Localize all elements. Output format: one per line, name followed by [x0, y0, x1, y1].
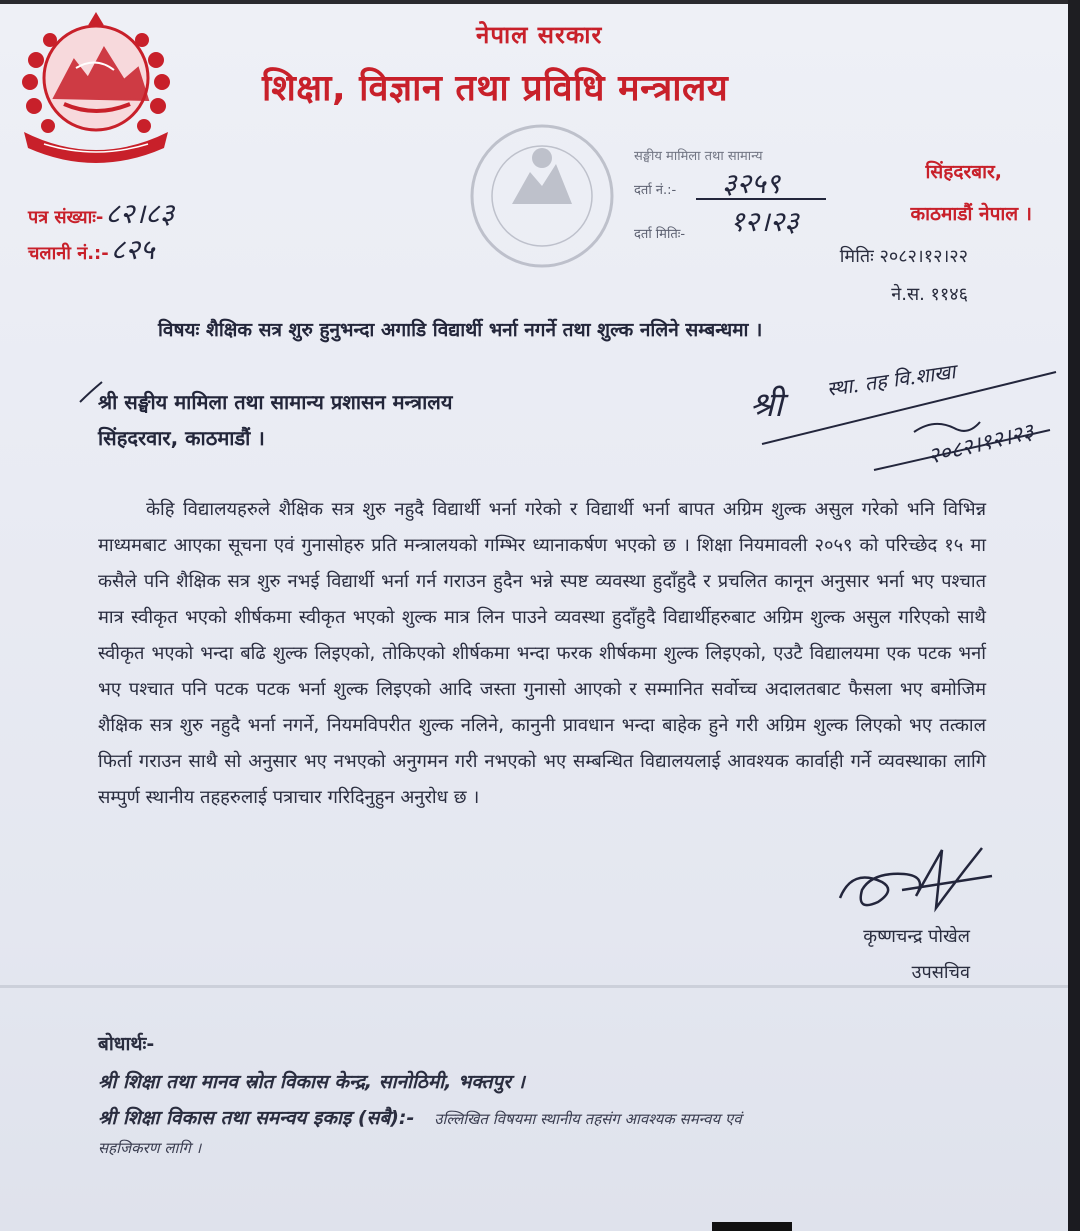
letter-number-label: पत्र संख्याः-	[28, 207, 104, 228]
government-name: नेपाल सरकार	[476, 21, 603, 49]
letter-number-value: ८२।८३	[105, 197, 175, 230]
cc-line-2-recipient: श्री शिक्षा विकास तथा समन्वय इकाइ (सबै):-	[98, 1107, 415, 1129]
cc-line-1: श्री शिक्षा तथा मानव स्रोत विकास केन्द्र, सानोठिमी, भक्तपुर ।	[98, 1071, 525, 1093]
darta-number-value: ३२५९	[722, 167, 781, 200]
handwritten-tick-icon	[76, 380, 106, 420]
nepal-sambat-date: ने.स. ११४६	[891, 284, 968, 305]
recipient-line-2: सिंहदरवार, काठमाडौं ।	[98, 426, 265, 450]
darta-date-label: दर्ता मितिः-	[634, 227, 686, 242]
top-edge	[0, 0, 1068, 4]
handwritten-note-line-1: श्री	[750, 385, 783, 425]
darta-date-value: १२।२३	[730, 205, 799, 238]
subject-line: विषयः शैक्षिक सत्र शुरु हुनुभन्दा अगाडि विद्यार्थी भर्ना नगर्ने तथा शुल्क नलिने सम्बन्धमा ।	[158, 319, 763, 341]
recipient-line-1: श्री सङ्घीय मामिला तथा सामान्य प्रशासन मन्त्रालय	[98, 390, 453, 414]
photo-edge-shadow	[1068, 240, 1080, 1231]
nepal-emblem-icon	[14, 8, 178, 168]
cc-line-2-note: उल्लिखित विषयमा स्थानीय तहसंग आवश्यक समन्वय एवं	[434, 1110, 742, 1128]
handwritten-note-line-2: स्था. तह वि.शाखा	[825, 359, 957, 401]
handwritten-note	[744, 338, 1064, 488]
office-stamp-icon	[446, 108, 630, 284]
address-line-2: काठमाडौं नेपाल ।	[910, 203, 1032, 225]
cc-heading: बोधार्थः-	[98, 1033, 155, 1055]
paper-fold	[0, 985, 1068, 988]
letter-date: मितिः २०८२।१२।२२	[839, 246, 968, 267]
letter-body: केहि विद्यालयहरुले शैक्षिक सत्र शुरु नहुदै विद्यार्थी भर्ना गरेको र विद्यार्थी भर्ना बापत अग्रिम शुल्क असुल गरेको भनि विभिन्न माध्यमबाट आएका सूचना एवं गुनासोहरु प्रति मन्त्रालयको गम्भिर ध्यानाकर्षण भएको छ । शिक्षा नियमावली २०५९ को परिच्छेद १५ मा कसैले पनि शैक्षिक सत्र शुरु नभई विद्यार्थी भर्ना गर्न गराउन हुदैन भन्ने स्पष्ट व्यवस्था हुदाँहुदै र प्रचलित कानून अनुसार भर्ना भए पश्चात मात्र स्वीकृत भएको शीर्षकमा स्वीकृत भएको शुल्क मात्र लिन पाउने व्यवस्था हुदाँहुदै विद्यार्थीहरुबाट अग्रिम शुल्क असुल गरिएको साथै स्वीकृत भएको भन्दा बढि शुल्क लिइएको, तोकिएको शीर्षकमा भन्दा फरक शीर्षकमा शुल्क लिइएको, एउटै विद्यालयमा एक पटक भर्ना भए पश्चात पनि पटक पटक भर्ना शुल्क लिइएको आदि जस्ता गुनासो आएको र सम्मानित सर्वोच्च अदालतबाट फैसला भए बमोजिम शैक्षिक सत्र शुरु नहुदै भर्ना नगर्ने, नियमविपरीत शुल्क नलिने, कानुनी प्रावधान भन्दा बाहेक हुने गरी अग्रिम शुल्क लिएको भए तत्काल फिर्ता गराउन साथै सो अनुसार भए नभएको अनुगमन गरी नभएको भए सम्बन्धित विद्यालयलाई आवश्यक कार्वाही गर्ने व्यवस्थाका लागि सम्पुर्ण स्थानीय तहहरुलाई पत्राचार गरिदिनुहुन अनुरोध छ ।	[98, 499, 986, 808]
letter-number	[28, 194, 174, 232]
handwritten-note-line-3: २०८२।१२।२३	[925, 419, 1037, 470]
dispatch-number-value: ८२५	[110, 233, 155, 266]
signatory-name: कृष्णचन्द्र पोखेल	[863, 926, 970, 947]
ministry-name: शिक्षा, विज्ञान तथा प्रविधि मन्त्रालय	[262, 68, 729, 109]
dispatch-number	[28, 230, 154, 268]
cc-line-3: सहजिकरण लागि ।	[98, 1139, 202, 1157]
cc-line-2	[98, 1104, 742, 1130]
signature	[832, 838, 1002, 918]
receipt-stamp-title: सङ्घीय मामिला तथा सामान्य	[634, 149, 763, 164]
dispatch-number-label: चलानी नं.:-	[28, 243, 109, 264]
photo-bottom-mark	[712, 1222, 792, 1231]
address-line-1: सिंहदरबार,	[925, 161, 1002, 183]
darta-number-label: दर्ता नं.:-	[634, 183, 677, 198]
signatory-title: उपसचिव	[911, 962, 970, 983]
